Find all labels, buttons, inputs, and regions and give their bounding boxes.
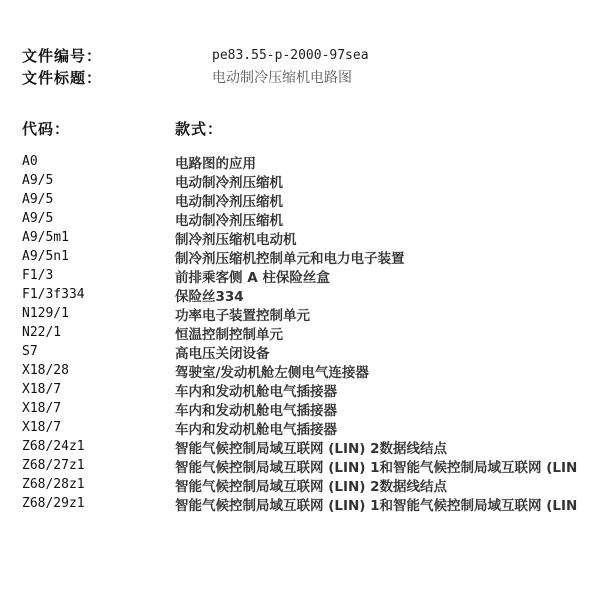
component-code: F1/3f334 bbox=[22, 287, 85, 302]
component-description: 电动制冷剂压缩机 bbox=[175, 193, 283, 210]
table-row bbox=[22, 399, 604, 418]
component-description: 制冷剂压缩机电动机 bbox=[175, 231, 297, 248]
table-row bbox=[22, 456, 604, 475]
file-number-row bbox=[22, 44, 369, 66]
table-row bbox=[22, 494, 604, 513]
component-code: Z68/29z1 bbox=[22, 496, 85, 511]
style-column-header: 款式： bbox=[175, 120, 224, 138]
component-table bbox=[22, 152, 604, 513]
component-description: 制冷剂压缩机控制单元和电力电子装置 bbox=[175, 250, 405, 267]
component-code: A9/5m1 bbox=[22, 230, 69, 245]
component-code: X18/7 bbox=[22, 401, 62, 416]
component-code: A9/5 bbox=[22, 192, 54, 207]
component-code: N129/1 bbox=[22, 306, 69, 321]
file-number-value: pe83.55-p-2000-97sea bbox=[212, 47, 369, 63]
component-code: A9/5n1 bbox=[22, 249, 69, 264]
file-title-value: 电动制冷压缩机电路图 bbox=[212, 70, 352, 86]
table-row bbox=[22, 228, 604, 247]
column-headers bbox=[22, 118, 223, 139]
component-code: Z68/27z1 bbox=[22, 458, 85, 473]
table-row bbox=[22, 285, 604, 304]
component-code: X18/7 bbox=[22, 382, 62, 397]
table-row bbox=[22, 361, 604, 380]
table-row bbox=[22, 266, 604, 285]
component-description: 车内和发动机舱电气插接器 bbox=[175, 421, 337, 438]
component-description: 驾驶室/发动机舱左侧电气连接器 bbox=[175, 364, 369, 381]
table-row bbox=[22, 323, 604, 342]
table-row bbox=[22, 437, 604, 456]
table-row bbox=[22, 342, 604, 361]
table-row bbox=[22, 171, 604, 190]
table-row bbox=[22, 418, 604, 437]
component-description: 智能气候控制局域互联网 (LIN) 1和智能气候控制局域互联网 (LIN bbox=[175, 459, 578, 476]
file-number-label: 文件编号： bbox=[22, 46, 103, 65]
component-description: 车内和发动机舱电气插接器 bbox=[175, 383, 337, 400]
file-title-row bbox=[22, 66, 369, 88]
component-code: Z68/24z1 bbox=[22, 439, 85, 454]
component-code: A9/5 bbox=[22, 173, 54, 188]
component-description: 智能气候控制局域互联网 (LIN) 2数据线结点 bbox=[175, 440, 448, 457]
component-description: 车内和发动机舱电气插接器 bbox=[175, 402, 337, 419]
component-description: 恒温控制控制单元 bbox=[175, 326, 283, 343]
component-code: X18/28 bbox=[22, 363, 69, 378]
component-code: S7 bbox=[22, 344, 38, 359]
component-code: A9/5 bbox=[22, 211, 54, 226]
component-description: 电路图的应用 bbox=[175, 155, 256, 172]
component-code: N22/1 bbox=[22, 325, 62, 340]
component-code: F1/3 bbox=[22, 268, 54, 283]
component-description: 前排乘客侧 A 柱保险丝盒 bbox=[175, 269, 330, 286]
document-header bbox=[22, 44, 369, 88]
component-description: 高电压关闭设备 bbox=[175, 345, 270, 362]
component-description: 保险丝334 bbox=[175, 288, 244, 305]
table-row bbox=[22, 152, 604, 171]
table-row bbox=[22, 304, 604, 323]
component-description: 功率电子装置控制单元 bbox=[175, 307, 310, 324]
file-title-label: 文件标题： bbox=[22, 68, 103, 87]
component-description: 智能气候控制局域互联网 (LIN) 1和智能气候控制局域互联网 (LIN bbox=[175, 497, 578, 513]
component-description: 电动制冷剂压缩机 bbox=[175, 174, 283, 191]
component-description: 智能气候控制局域互联网 (LIN) 2数据线结点 bbox=[175, 478, 448, 495]
table-row bbox=[22, 247, 604, 266]
component-code: A0 bbox=[22, 154, 38, 169]
table-row bbox=[22, 209, 604, 228]
component-code: Z68/28z1 bbox=[22, 477, 85, 492]
table-row bbox=[22, 475, 604, 494]
component-description: 电动制冷剂压缩机 bbox=[175, 212, 283, 229]
table-row bbox=[22, 380, 604, 399]
code-column-header: 代码： bbox=[22, 120, 71, 138]
component-code: X18/7 bbox=[22, 420, 62, 435]
table-row bbox=[22, 190, 604, 209]
